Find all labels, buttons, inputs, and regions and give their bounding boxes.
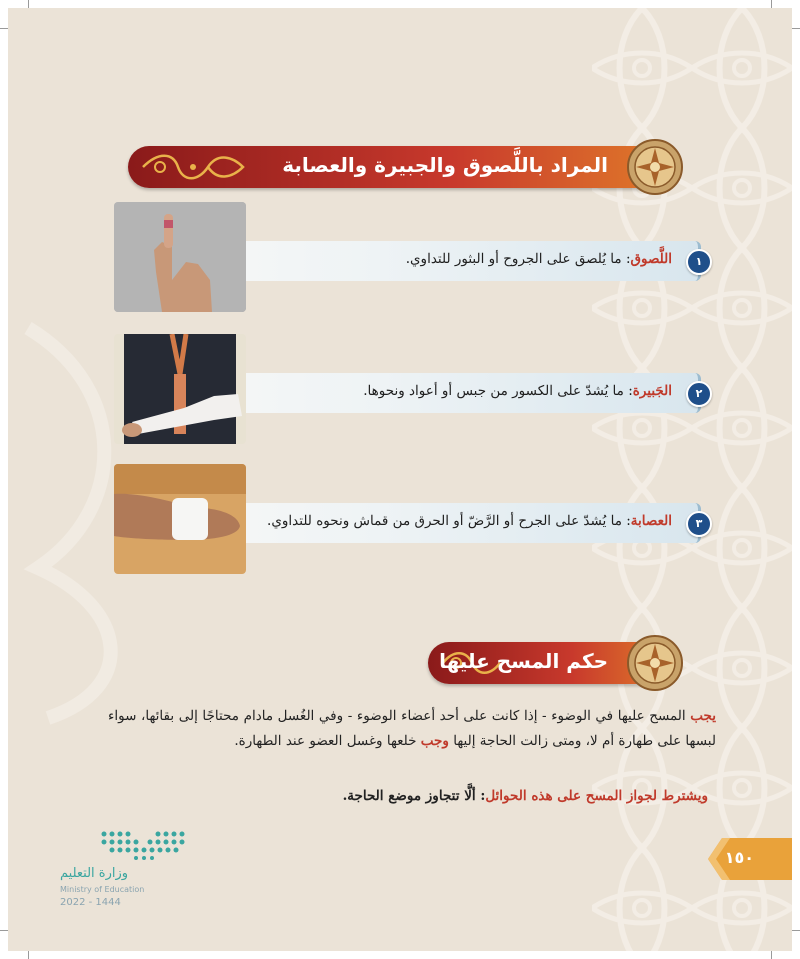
ministry-logo-dots-icon <box>98 828 198 862</box>
ruling-text-1: المسح عليها في الوضوء - إذا كانت على أحد أعضاء الوضوء - وفي الغُسل مادام محتاجًا إلى بقائها، سواء لبسها على طهارة أم لا، ومتى زالت الحاجة إليها <box>108 708 716 749</box>
number-badge-1: ١ <box>686 249 712 275</box>
definition-bar-3 <box>246 503 701 543</box>
foot-bandage-image <box>114 464 246 574</box>
ruling-keyword-obligatory: وجب <box>420 733 449 749</box>
definition-body: : ما يُشدّ على الجرح أو الرَّضّ أو الحرق من قماش ونحوه للتداوي. <box>267 513 631 529</box>
foot-bandage-photo <box>114 464 246 574</box>
definition-body: : ما يُشدّ على الكسور من جبس أو أعواد ونحوها. <box>363 383 633 399</box>
textbook-page <box>8 8 792 951</box>
arm-cast-photo <box>114 334 246 444</box>
page-number: ١٥٠ <box>724 848 754 867</box>
ruling-text-2: خلعها وغسل العضو عند الطهارة. <box>234 733 421 749</box>
finger-plaster-image <box>114 202 246 312</box>
rosette-medallion-icon <box>626 634 684 692</box>
term-label: اللَّصوق <box>630 251 672 267</box>
term-label: العصابة <box>630 513 672 529</box>
rosette-medallion-icon <box>626 138 684 196</box>
section-title-2: حكم المسح عليها <box>439 649 608 673</box>
number-badge-3: ٣ <box>686 511 712 537</box>
section-title-1: المراد باللَّصوق والجبيرة والعصابة <box>282 153 608 177</box>
ruling-keyword-must: يجب <box>690 708 716 724</box>
banner-flourish-icon <box>138 152 248 182</box>
condition-paragraph <box>148 784 708 809</box>
definition-bar-2 <box>246 373 701 413</box>
condition-label: ويشترط لجواز المسح على هذه الحوائل <box>485 788 708 804</box>
edition-year: 2022 - 1444 <box>60 897 121 908</box>
number-badge-2: ٢ <box>686 381 712 407</box>
ministry-name-arabic: وزارة التعليم <box>60 866 129 881</box>
section-banner-1 <box>128 146 668 188</box>
condition-text: : ألَّا تتجاوز موضع الحاجة. <box>342 788 486 804</box>
ruling-paragraph <box>108 704 716 754</box>
definition-text-3 <box>267 513 672 529</box>
definition-body: : ما يُلصق على الجروح أو البثور للتداوي. <box>405 251 631 267</box>
finger-bandage-photo <box>114 202 246 312</box>
definition-text-2 <box>363 383 672 399</box>
arm-cast-image <box>114 334 246 444</box>
definition-text-1 <box>406 251 672 267</box>
definition-bar-1 <box>246 241 701 281</box>
term-label: الجَبيرة <box>632 383 672 399</box>
ministry-name-english: Ministry of Education <box>60 885 145 894</box>
